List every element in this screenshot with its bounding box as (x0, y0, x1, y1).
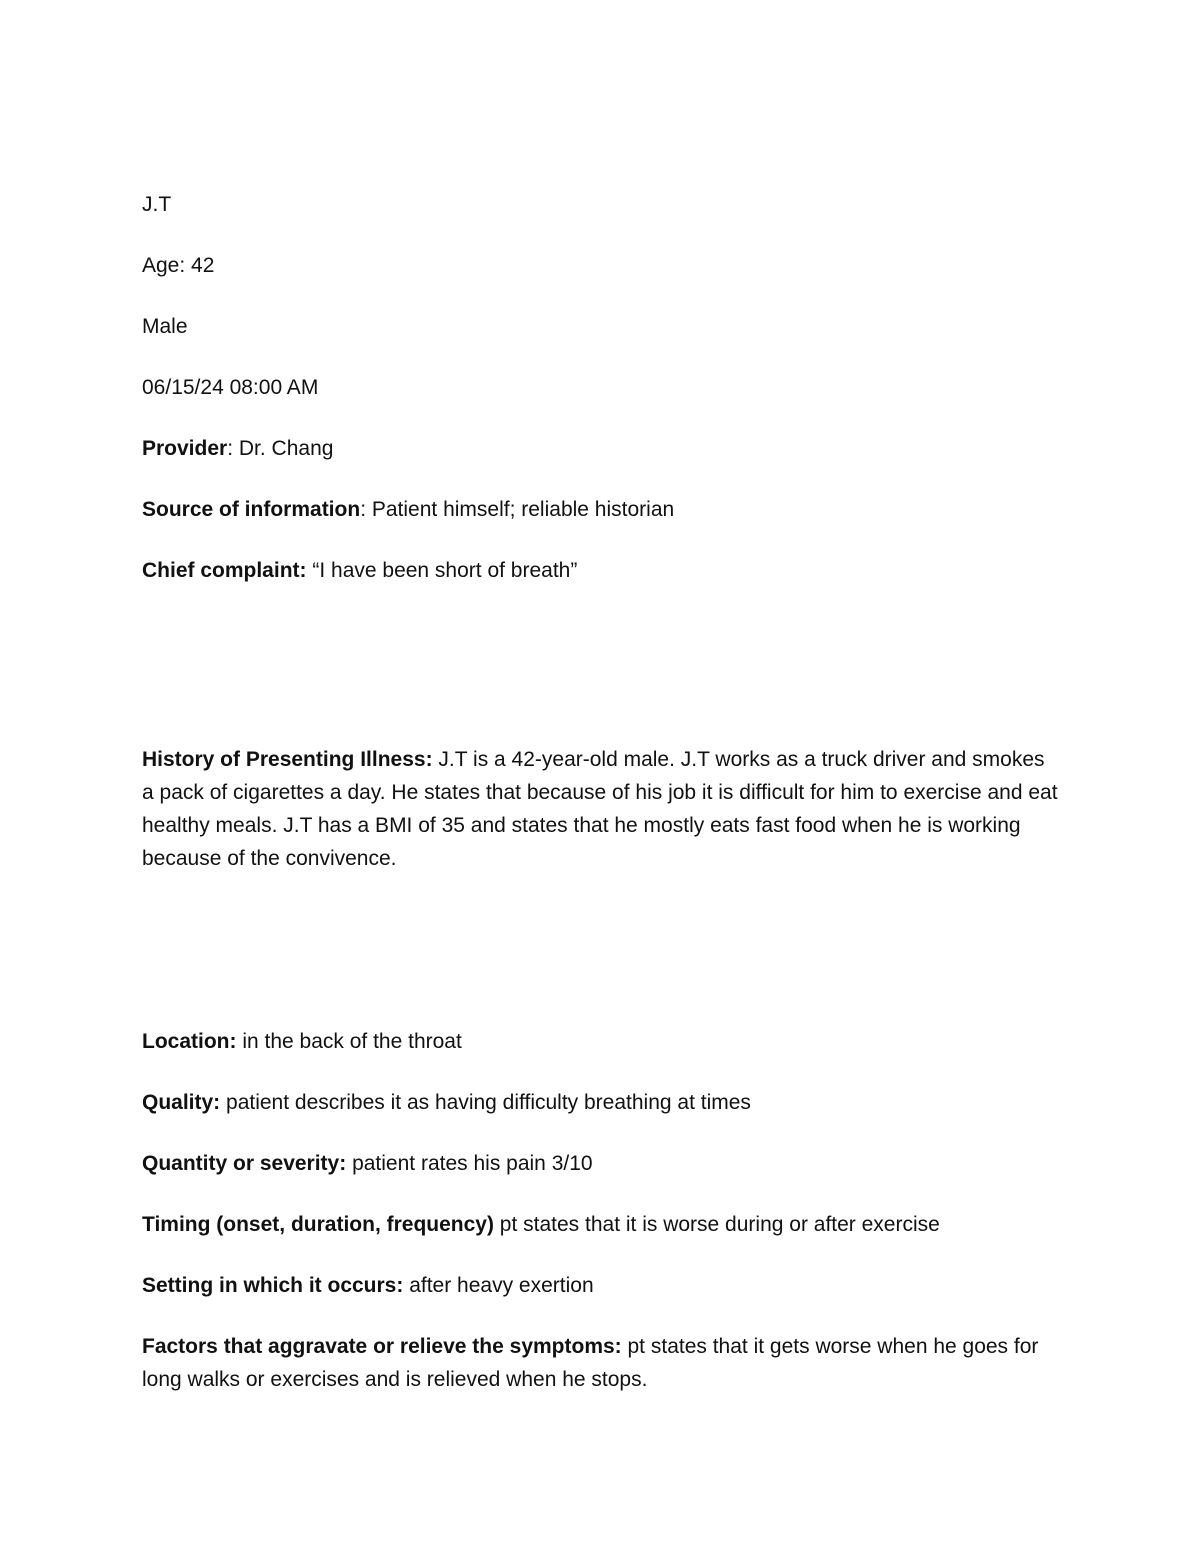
severity-label: Quantity or severity: (142, 1152, 347, 1175)
location-label: Location: (142, 1030, 237, 1053)
location-value: in the back of the throat (236, 1030, 462, 1053)
quality-line (142, 1086, 751, 1119)
factors-value: pt states that it gets worse when he goes for long walks or exercises and is relieved when he stops. (142, 1335, 1039, 1391)
chief-complaint-line (142, 554, 577, 587)
timing-line (142, 1208, 940, 1241)
provider-line (142, 432, 333, 465)
factors-paragraph (142, 1330, 1062, 1396)
severity-value: patient rates his pain 3/10 (346, 1152, 593, 1175)
timing-value: pt states that it is worse during or after exercise (493, 1213, 940, 1236)
hpi-value: J.T is a 42-year-old male. J.T works as a truck driver and smokes a pack of cigarettes a day. He states that because of his job it is difficult for him to exercise and eat healthy meals. J.T has a BMI of 35 and states that he mostly eats fast food when he is working because of the convivence. (142, 748, 1058, 870)
provider-value: : Dr. Chang (227, 437, 334, 460)
setting-value: after heavy exertion (403, 1274, 594, 1297)
hpi-label: History of Presenting Illness: (142, 748, 433, 771)
severity-line (142, 1147, 593, 1180)
source-value: : Patient himself; reliable historian (360, 498, 675, 521)
quality-label: Quality: (142, 1091, 221, 1114)
source-label: Source of information (142, 498, 361, 521)
patient-initials: J.T (142, 193, 172, 216)
chief-complaint-label: Chief complaint: (142, 559, 307, 582)
quality-value: patient describes it as having difficulty breathing at times (220, 1091, 751, 1114)
visit-datetime: 06/15/24 08:00 AM (142, 376, 319, 399)
setting-label: Setting in which it occurs: (142, 1274, 404, 1297)
factors-label: Factors that aggravate or relieve the symptoms: (142, 1335, 622, 1358)
chief-complaint-value: “I have been short of breath” (306, 559, 578, 582)
patient-age: Age: 42 (142, 254, 215, 277)
hpi-paragraph (142, 743, 1062, 875)
timing-label: Timing (onset, duration, frequency) (142, 1213, 494, 1236)
setting-line (142, 1269, 594, 1302)
patient-sex: Male (142, 315, 188, 338)
location-line (142, 1025, 462, 1058)
provider-label: Provider (142, 437, 228, 460)
source-line (142, 493, 674, 526)
